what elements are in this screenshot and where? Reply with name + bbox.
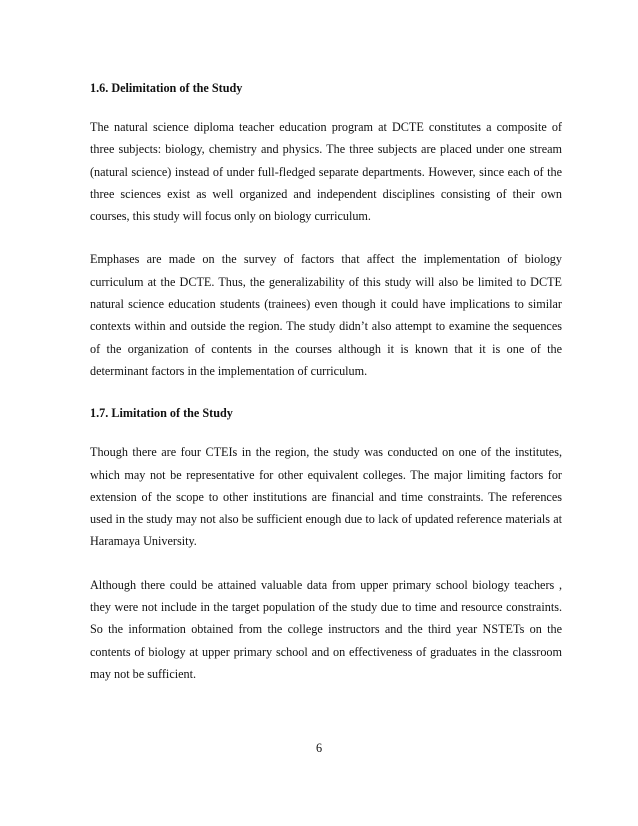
paragraph-limitation-2: Although there could be attained valuable data from upper primary school biology teachers , they were not include in the target population of the study due to time and resource constraints. So the information obtained from the college instructors and the third year NSTETs on the contents of biology at upper primary school and on effectiveness of graduates in the classroom may not be sufficient. xyxy=(90,577,562,681)
paragraph-delimitation-2: Emphases are made on the survey of factors that affect the implementation of biology curriculum at the DCTE. Thus, the generalizability of this study will also be limited to DCTE natural science education students (trainees) even though it could have implications to similar contexts within and outside the region. The study didn’t also attempt to examine the sequences of the organization of contents in the courses although it is known that it is one of the determinant factors in the implementation of curriculum. xyxy=(90,252,562,378)
page-content xyxy=(90,78,562,685)
spacer xyxy=(90,382,562,403)
paragraph-delimitation-1: The natural science diploma teacher education program at DCTE constitutes a composite of three subjects: biology, chemistry and physics. The three subjects are placed under one stream (natural science) instead of under full-fledged separate departments. However, since each of the three sciences exist as well organized and independent disciplines consisting of their own courses, this study will focus only on biology curriculum. xyxy=(90,120,562,224)
spacer xyxy=(90,423,562,441)
spacer xyxy=(90,98,562,116)
paragraph-limitation-1: Though there are four CTEIs in the region, the study was conducted on one of the institutes, which may not be representative for other equivalent colleges. The major limiting factors for extension of the scope to other institutions are financial and time constraints. The references used in the study may not also be sufficient enough due to lack of updated reference materials at Haramaya University. xyxy=(90,445,562,549)
page-number: 6 xyxy=(315,741,323,755)
spacer xyxy=(90,553,562,574)
section-heading-delimitation: 1.6. Delimitation of the Study xyxy=(90,81,243,95)
section-heading-limitation: 1.7. Limitation of the Study xyxy=(90,406,233,421)
spacer xyxy=(90,227,562,248)
